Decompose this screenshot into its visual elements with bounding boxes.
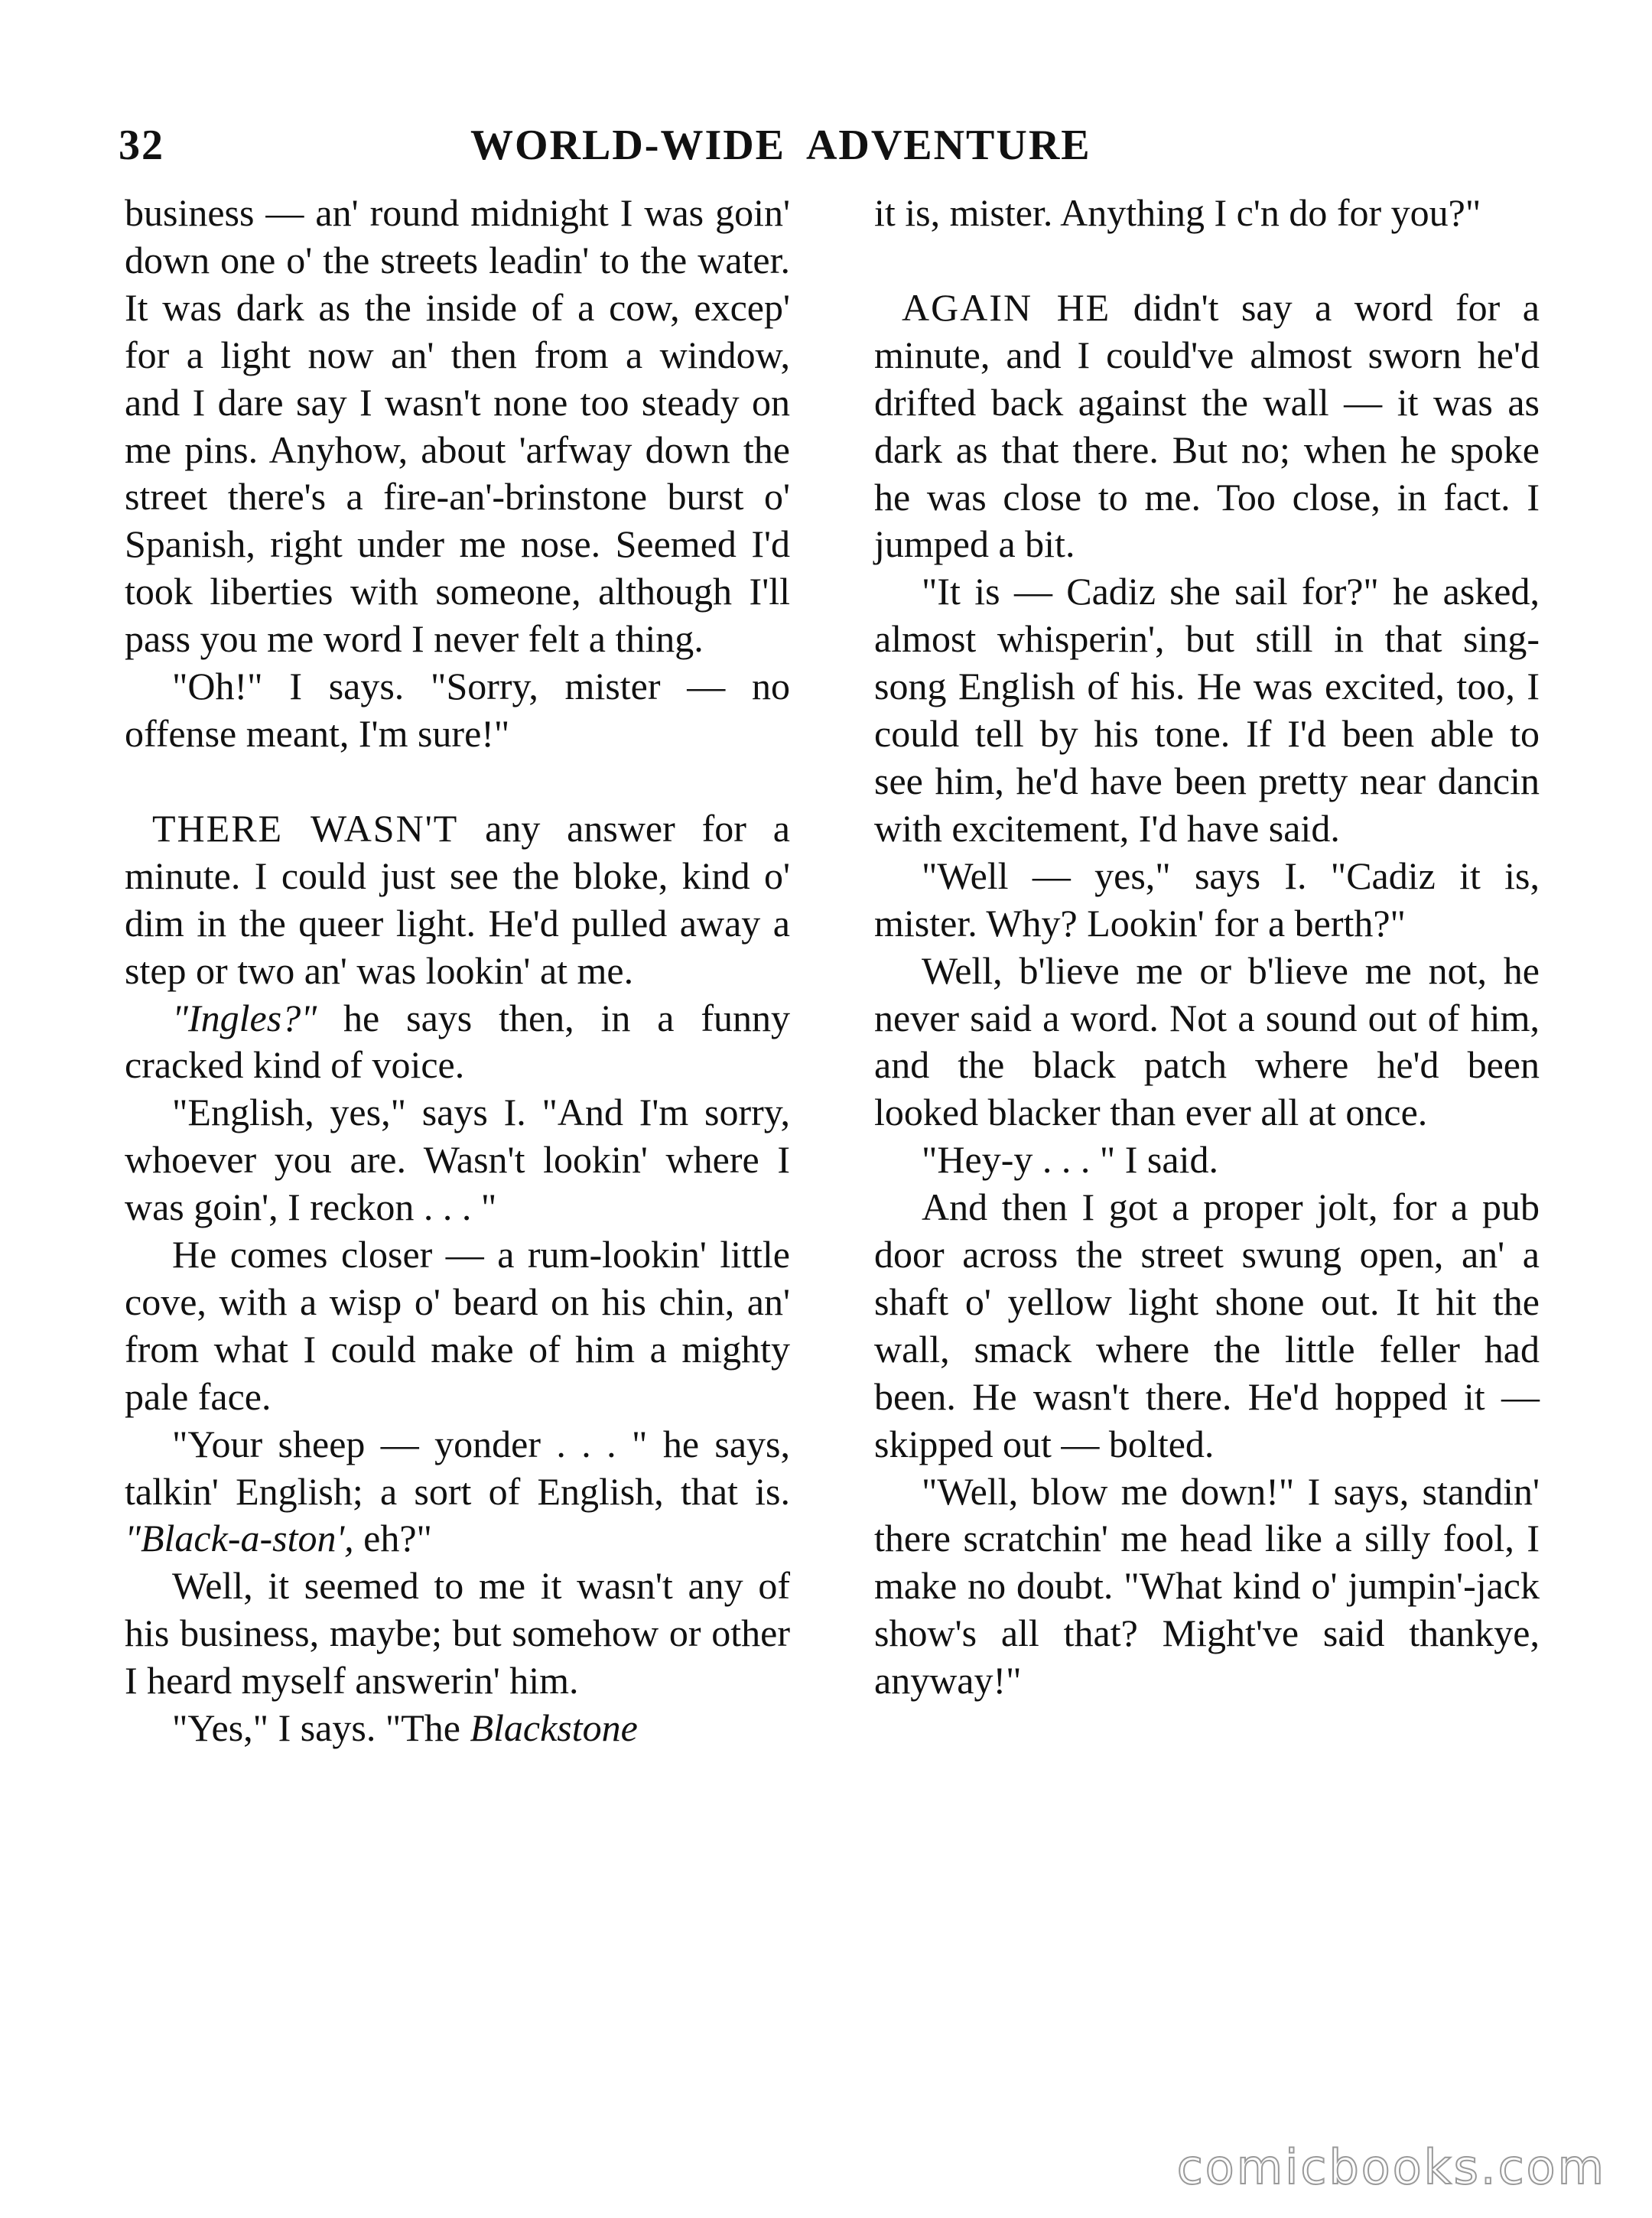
section-lead: THERE WASN'T bbox=[152, 806, 459, 850]
paragraph: Well, it seemed to me it wasn't any of his business, maybe; but somehow or other I heard myself answerin' him. bbox=[125, 1564, 790, 1703]
watermark-logo: comicbooks.com bbox=[1176, 2139, 1606, 2195]
paragraph: "Hey-y . . . " I said. bbox=[922, 1138, 1218, 1182]
paragraph: And then I got a proper jolt, for a pub door across the street swung open, an' a shaft o' yellow light shone out. It hit the wall, smack where the little feller had been. He wasn't there. He'd hopped it — skipped out — bolted. bbox=[874, 1185, 1540, 1465]
italic-phrase: "Black-a-ston', bbox=[125, 1517, 354, 1560]
paragraph: "English, yes," says I. "And I'm sorry, whoever you are. Wasn't lookin' where I was goin', I reckon . . . " bbox=[125, 1091, 790, 1229]
running-title: WORLD-WIDE ADVENTURE bbox=[470, 122, 1091, 169]
left-column bbox=[125, 190, 790, 1752]
paragraph: it is, mister. Anything I c'n do for you?" bbox=[874, 191, 1481, 234]
italic-phrase: "Ingles?" bbox=[172, 996, 317, 1039]
ship-name: Blackstone bbox=[470, 1706, 638, 1750]
paragraph: "Ingles?" he says then, in a funny cracked kind of voice. bbox=[125, 996, 790, 1087]
paragraph: business — an' round midnight I was goin' down one o' the streets leadin' to the water. It was dark as the inside of a cow, excep' for a light now an' then from a window, and I dare say I wasn't none too steady on me pins. Anyhow, about 'arfway down the street there's a fire-an'-brinstone burst o' Spanish, right under me nose. Seemed I'd took liberties with someone, although I'll pass you me word I never felt a thing. bbox=[125, 191, 790, 661]
page-header bbox=[119, 121, 1541, 174]
paragraph: "Oh!" I says. "Sorry, mister — no offense meant, I'm sure!" bbox=[125, 665, 790, 755]
paragraph: "Yes," I says. "The Blackstone bbox=[172, 1706, 638, 1750]
paragraph: He comes closer — a rum-lookin' little cove, with a wisp o' beard on his chin, an' from what I could make of him a mighty pale face. bbox=[125, 1233, 790, 1418]
paragraph: "Well, blow me down!" I says, standin' there scratchin' me head like a silly fool, I make no doubt. "What kind o' jumpin'-jack show's all that? Might've said thankye, anyway!" bbox=[874, 1469, 1540, 1703]
section-lead: AGAIN HE bbox=[902, 285, 1111, 329]
paragraph: "Well — yes," says I. "Cadiz it is, mister. Why? Lookin' for a berth?" bbox=[874, 854, 1540, 945]
paragraph: "Your sheep — yonder . . . " he says, talkin' English; a sort of English, that is. "Black-a-ston', eh?" bbox=[125, 1422, 790, 1560]
section-paragraph: THERE WASN'T any answer for a minute. I could just see the bloke, kind o' dim in the queer light. He'd pulled away a step or two an' was lookin' at me. bbox=[125, 806, 790, 992]
section-paragraph: AGAIN HE didn't say a word for a minute, and I could've almost sworn he'd drifted back against the wall — it was as dark as that there. But no; when he spoke he was close to me. Too close, in fact. I jumped a bit. bbox=[874, 285, 1540, 566]
paragraph: "It is — Cadiz she sail for?" he asked, almost whisperin', but still in that sing-song English of his. He was excited, too, I could tell by his tone. If I'd been able to see him, he'd have been pretty near dancin with excitement, I'd have said. bbox=[874, 570, 1540, 850]
page-number: 32 bbox=[119, 122, 164, 169]
right-column bbox=[874, 190, 1540, 1705]
paragraph: Well, b'lieve me or b'lieve me not, he never said a word. Not a sound out of him, and the black patch where he'd been looked blacker than ever all at once. bbox=[874, 948, 1540, 1134]
